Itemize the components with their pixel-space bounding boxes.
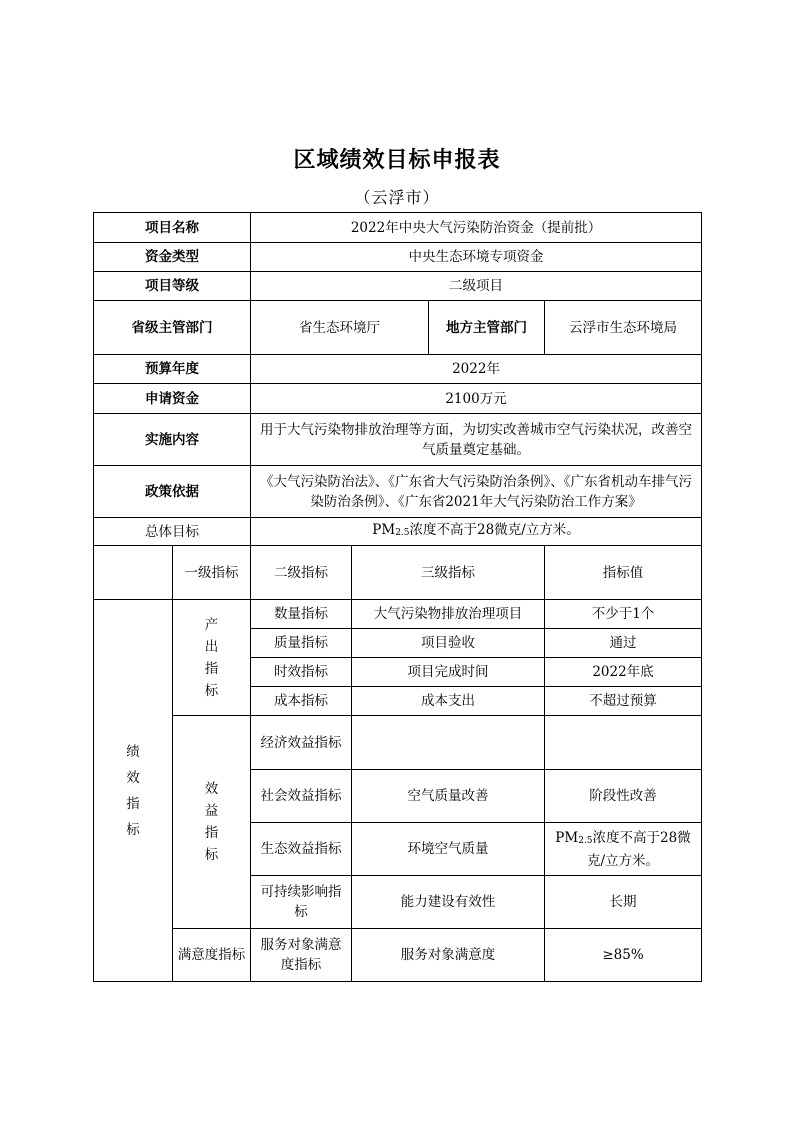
benefit-l3: 空气质量改善: [352, 770, 545, 823]
output-l2: 数量指标: [251, 600, 352, 629]
benefit-value: [545, 716, 702, 770]
output-label-text: 产 出 指 标: [204, 616, 219, 699]
goal-pm: PM: [372, 522, 396, 538]
header-blank-cell: [94, 546, 173, 600]
benefit-l2: 经济效益指标: [251, 716, 352, 770]
project-level-value: 二级项目: [251, 272, 702, 301]
benefit-value: [545, 823, 702, 876]
benefit-l2: 可持续影响指标: [251, 876, 352, 929]
benefit-l3: [352, 716, 545, 770]
provincial-dept-value: 省生态环境厅: [251, 301, 429, 355]
satisfaction-value: ≥85%: [545, 929, 702, 982]
budget-year-value: 2022年: [251, 355, 702, 384]
performance-indicator-label: [94, 600, 173, 982]
benefit-value: 长期: [545, 876, 702, 929]
output-l3: 项目验收: [352, 629, 545, 658]
benefit-pm-subscript: 2.5: [578, 835, 593, 846]
project-name-label: 项目名称: [94, 213, 251, 243]
provincial-dept-label: 省级主管部门: [94, 301, 251, 355]
fund-type-value: 中央生态环境专项资金: [251, 243, 702, 272]
output-value: 通过: [545, 629, 702, 658]
project-level-label: 项目等级: [94, 272, 251, 301]
content-value: 用于大气污染物排放治理等方面，为切实改善城市空气污染状况，改善空气质量奠定基础。: [251, 414, 702, 466]
benefit-l3: 能力建设有效性: [352, 876, 545, 929]
budget-year-label: 预算年度: [94, 355, 251, 384]
document-subtitle: （云浮市）: [354, 188, 440, 207]
goal-value: [251, 518, 702, 546]
output-indicator-label: [173, 600, 251, 716]
output-value: 不超过预算: [545, 687, 702, 716]
satisfaction-indicator-label: 满意度指标: [173, 929, 251, 982]
output-l3: 大气污染物排放治理项目: [352, 600, 545, 629]
benefit-indicator-label: [173, 716, 251, 929]
local-dept-label: 地方主管部门: [429, 301, 545, 355]
performance-target-table: [93, 212, 702, 982]
benefit-l3: 环境空气质量: [352, 823, 545, 876]
funds-label: 申请资金: [94, 384, 251, 414]
output-l2: 时效指标: [251, 658, 352, 687]
project-name-value: 2022年中央大气污染防治资金（提前批）: [251, 213, 702, 243]
output-l2: 质量指标: [251, 629, 352, 658]
satisfaction-l3: 服务对象满意度: [352, 929, 545, 982]
fund-type-label: 资金类型: [94, 243, 251, 272]
benefit-l2: 社会效益指标: [251, 770, 352, 823]
content-label: 实施内容: [94, 414, 251, 466]
header-level3: 三级指标: [352, 546, 545, 600]
output-l3: 项目完成时间: [352, 658, 545, 687]
output-value: 2022年底: [545, 658, 702, 687]
policy-label: 政策依据: [94, 466, 251, 518]
goal-pm-subscript: 2.5: [395, 528, 410, 538]
document-title: 区域绩效目标申报表: [293, 148, 501, 173]
header-level2: 二级指标: [251, 546, 352, 600]
funds-value: 2100万元: [251, 384, 702, 414]
local-dept-value: 云浮市生态环境局: [545, 301, 702, 355]
output-l3: 成本支出: [352, 687, 545, 716]
header-value: 指标值: [545, 546, 702, 600]
benefit-pm: PM: [555, 829, 579, 846]
benefit-text: 浓度不高于28微克/立方米。: [586, 829, 691, 869]
policy-value: 《大气污染防治法》、《广东省大气污染防治条例》、《广东省机动车排气污染防治条例》、《广东省2021年大气污染防治工作方案》: [251, 466, 702, 518]
satisfaction-l2: 服务对象满意度指标: [251, 929, 352, 982]
benefit-label-text: 效 益 指 标: [204, 781, 219, 863]
goal-label: 总体目标: [94, 518, 251, 546]
output-value: 不少于1个: [545, 600, 702, 629]
output-l2: 成本指标: [251, 687, 352, 716]
benefit-l2: 生态效益指标: [251, 823, 352, 876]
perf-label-text: 绩 效 指 标: [126, 743, 140, 838]
header-level1: 一级指标: [173, 546, 251, 600]
goal-text: 浓度不高于28微克/立方米。: [409, 522, 580, 538]
benefit-value: 阶段性改善: [545, 770, 702, 823]
